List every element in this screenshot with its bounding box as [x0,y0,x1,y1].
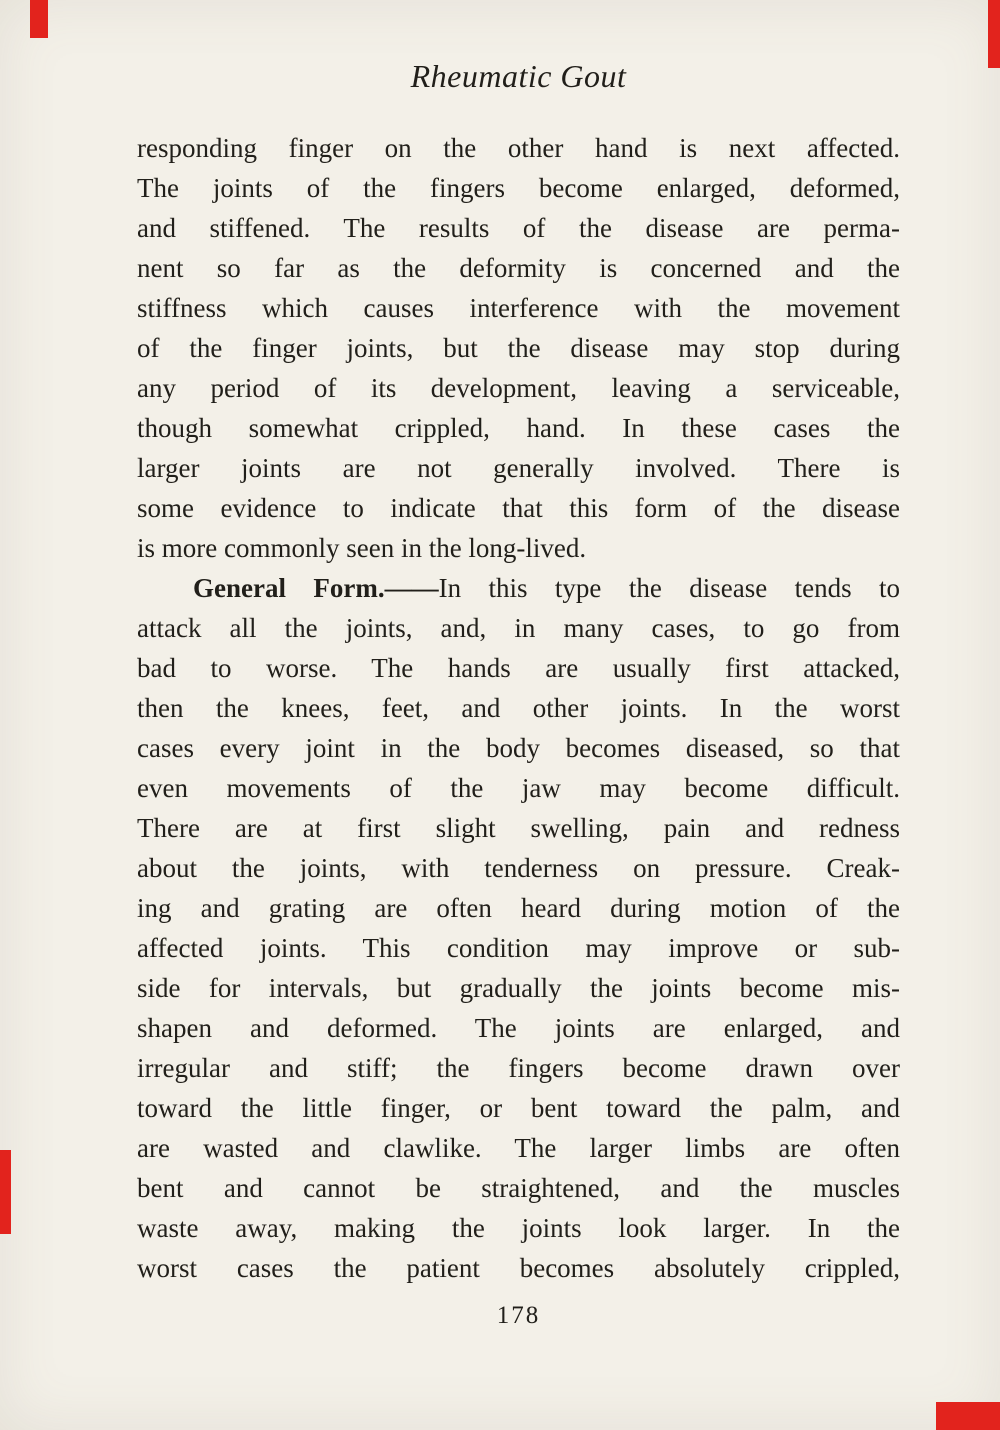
text-line: bad to worse. The hands are usually first attacked, [137,653,900,683]
text-line: There are at first slight swelling, pain and redness [137,813,900,843]
text-line: though somewhat crippled, hand. In these cases the [137,413,900,443]
text-line: about the joints, with tenderness on pressure. Creak- [137,853,900,883]
text-line: nent so far as the deformity is concerned and the [137,253,900,283]
scan-mark-left [0,1150,11,1234]
scan-mark-bottom-right [936,1402,1000,1430]
text-line: responding finger on the other hand is next affected. [137,133,900,163]
page-number: 178 [496,1302,541,1329]
paragraph [137,568,900,1288]
text-line: attack all the joints, and, in many cases, to go from [137,613,900,643]
text-line: and stiffened. The results of the disease are perma- [137,213,900,243]
text-line: are wasted and clawlike. The larger limbs are often [137,1133,900,1163]
text-line: of the finger joints, but the disease may stop during [137,333,900,363]
page-title: Rheumatic Gout [410,58,627,94]
text-line: cases every joint in the body becomes diseased, so that [137,733,900,763]
text-line: shapen and deformed. The joints are enlarged, and [137,1013,900,1043]
text-line: bent and cannot be straightened, and the muscles [137,1173,900,1203]
text-line: ing and grating are often heard during motion of the [137,893,900,923]
page-content [137,56,900,1332]
text-line: larger joints are not generally involved. There is [137,453,900,483]
text-line: is more commonly seen in the long-lived. [137,533,587,563]
text-line: worst cases the patient becomes absolutely crippled, [137,1253,900,1283]
text-line: The joints of the fingers become enlarged, deformed, [137,173,900,203]
text-line: affected joints. This condition may improve or sub- [137,933,900,963]
text-line: some evidence to indicate that this form of the disease [137,493,900,523]
text-line: stiffness which causes interference with the movement [137,293,900,323]
paragraph-lead: General Form.—— [193,573,439,603]
text-line: then the knees, feet, and other joints. In the worst [137,693,900,723]
paragraph [137,128,900,568]
text-line: toward the little finger, or bent toward the palm, and [137,1093,900,1123]
text-line: irregular and stiff; the fingers become drawn over [137,1053,900,1083]
text-line: waste away, making the joints look larger. In the [137,1213,900,1243]
text-line: General Form.——In this type the disease tends to [193,573,900,603]
text-line: even movements of the jaw may become difficult. [137,773,900,803]
scan-mark-top-right [988,0,1000,68]
scan-mark-top-left [30,0,48,38]
text-line: side for intervals, but gradually the joints become mis- [137,973,900,1003]
text-line: any period of its development, leaving a serviceable, [137,373,900,403]
